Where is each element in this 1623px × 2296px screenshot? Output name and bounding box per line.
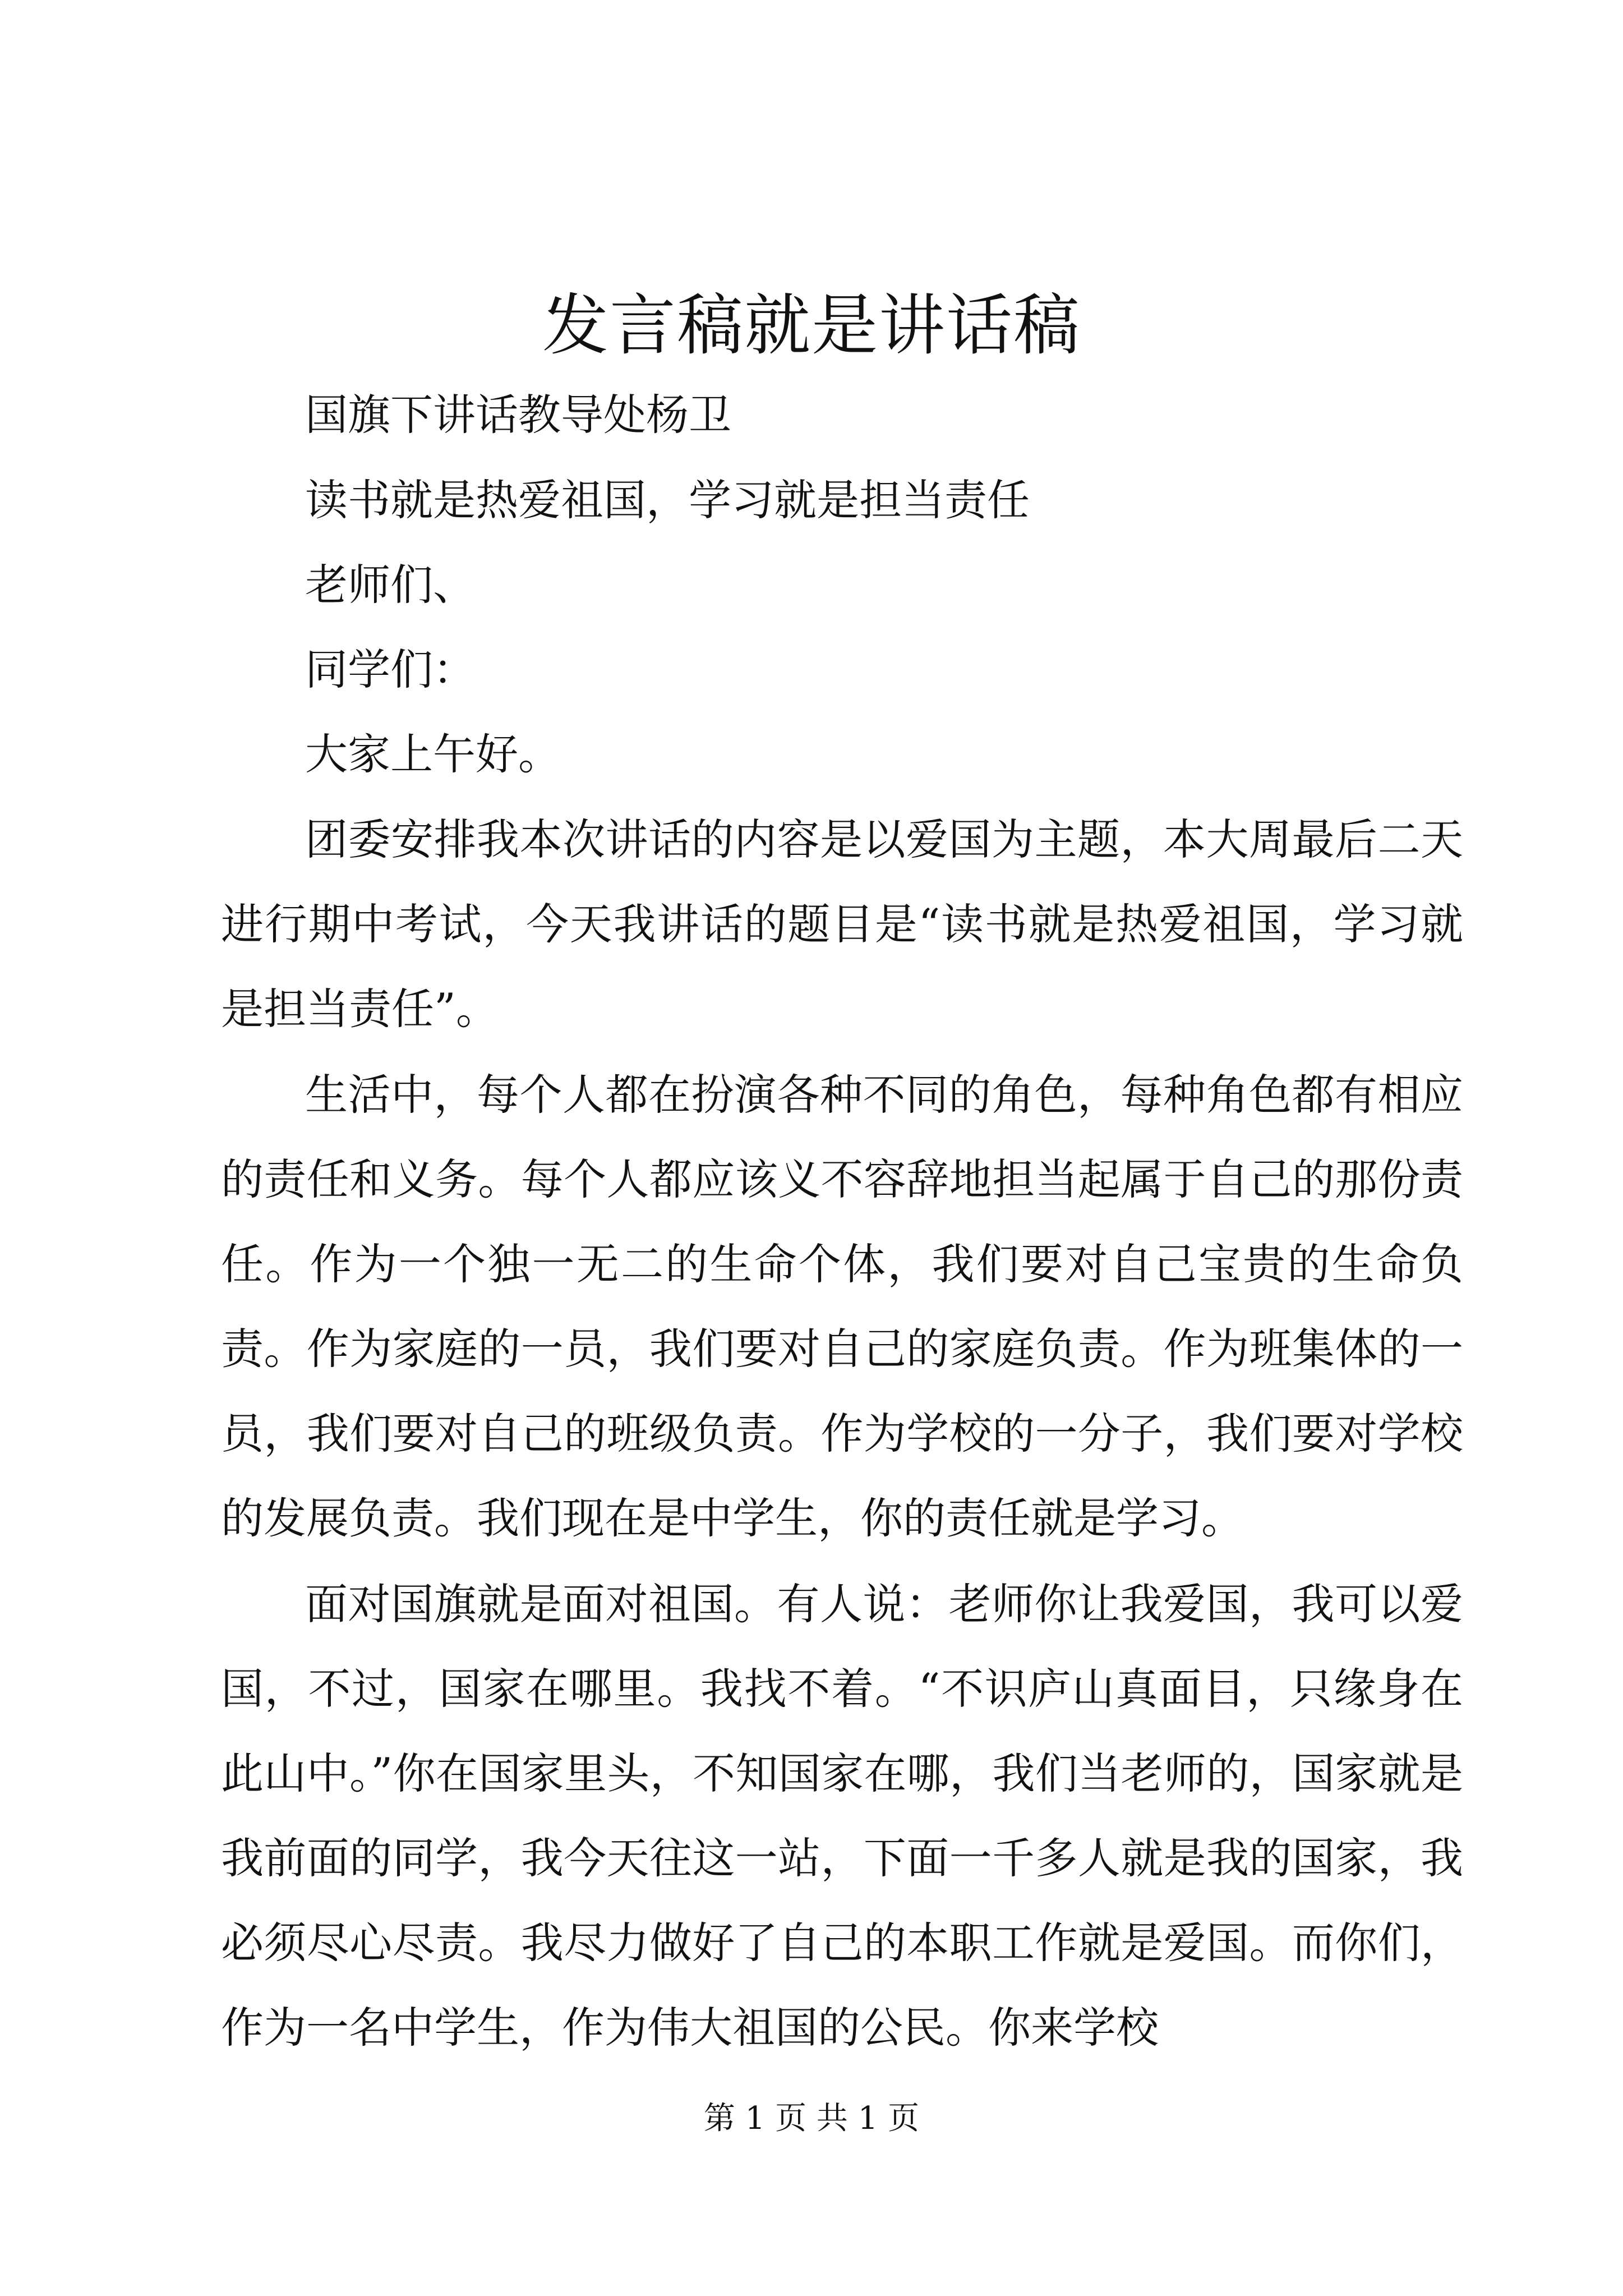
- speaker-line: 国旗下讲话教导处杨卫: [305, 390, 731, 440]
- paragraph-3: 面对国旗就是面对祖国。有人说：老师你让我爱国，我可以爱国，不过，国家在哪里。我找不着。“不识庐山真面目，只缘身在此山中。”你在国家里头，不知国家在哪，我们当老师的，国家就是我前面的同学，我今天往这一站，下面一千多人就是我的国家，我必须尽心尽责。我尽力做好了自己的本职工作就是爱国。而你们，作为一名中学生，作为伟大祖国的公民。你来学校: [221, 1579, 1463, 2053]
- document-title: 发言稿就是讲话稿: [542, 287, 1081, 364]
- page-footer: 第 1 页 共 1 页: [703, 2100, 920, 2137]
- salutation-students: 同学们：: [305, 645, 476, 694]
- greeting: 大家上午好。: [305, 729, 561, 779]
- salutation-teachers: 老师们、: [305, 560, 476, 610]
- paragraph-2: 生活中，每个人都在扮演各种不同的角色，每种角色都有相应的责任和义务。每个人都应该义不容辞地担当起属于自己的那份责任。作为一个独一无二的生命个体，我们要对自己宝贵的生命负责。作为家庭的一员，我们要对自己的家庭负责。作为班集体的一员，我们要对自己的班级负责。作为学校的一分子，我们要对学校的发展负责。我们现在是中学生，你的责任就是学习。: [221, 1070, 1463, 1543]
- paragraph-1: 团委安排我本次讲话的内容是以爱国为主题，本大周最后二天进行期中考试，今天我讲话的题目是“读书就是热爱祖国，学习就是担当责任”。: [221, 815, 1463, 1034]
- speech-topic: 读书就是热爱祖国，学习就是担当责任: [305, 475, 1030, 525]
